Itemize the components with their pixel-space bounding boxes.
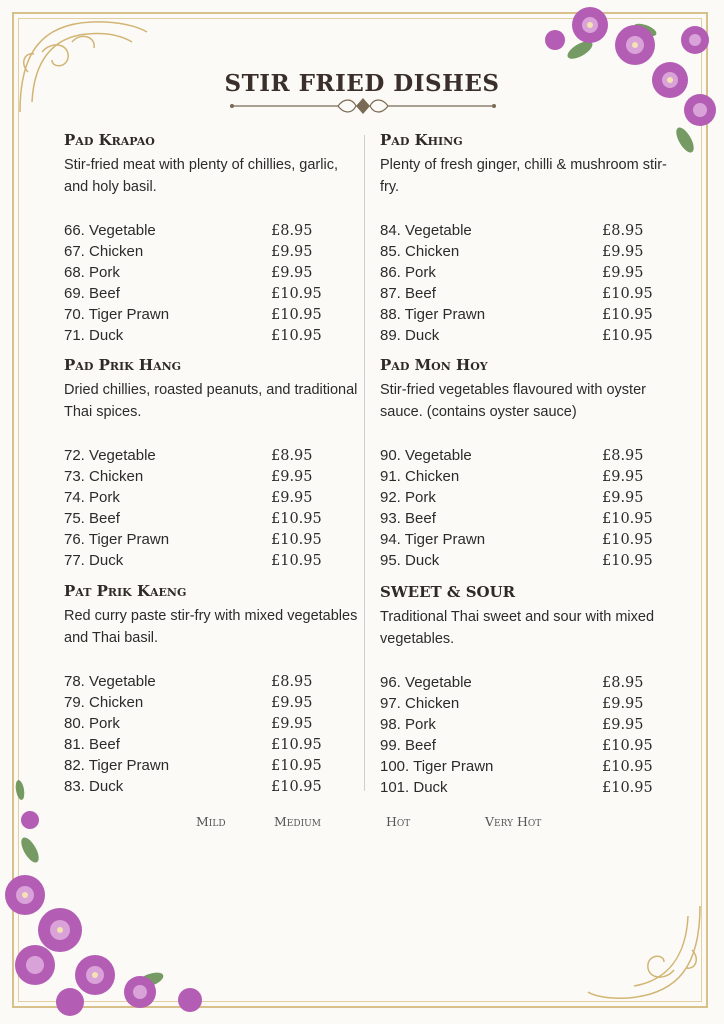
section-title: Pad Krapao — [64, 131, 155, 149]
menu-item — [380, 466, 680, 487]
section-description: Plenty of fresh ginger, chilli & mushroom stir-fry. — [380, 157, 667, 195]
menu-item — [64, 550, 364, 571]
item-price: £8.95 — [271, 448, 313, 464]
menu-item — [64, 304, 364, 325]
item-name: 97. Chicken — [380, 695, 460, 712]
menu-item — [380, 325, 680, 346]
menu-item — [380, 672, 680, 693]
section-pat-prik-kaeng — [64, 581, 364, 797]
menu-item — [380, 777, 680, 798]
menu-item — [64, 529, 364, 550]
item-name: 93. Beef — [380, 510, 436, 527]
menu-item — [380, 487, 680, 508]
menu-item — [380, 283, 680, 304]
item-price: £10.95 — [271, 532, 322, 548]
item-price: £9.95 — [602, 244, 644, 260]
item-name: 71. Duck — [64, 327, 124, 344]
menu-item — [64, 445, 364, 466]
menu-item — [64, 755, 364, 776]
item-name: 77. Duck — [64, 552, 124, 569]
item-name: 87. Beef — [380, 285, 436, 302]
item-name: 78. Vegetable — [64, 673, 156, 690]
item-name: 99. Beef — [380, 737, 436, 754]
item-name: 94. Tiger Prawn — [380, 531, 486, 548]
section-title: SWEET & SOUR — [380, 583, 516, 601]
item-price: £10.95 — [602, 759, 653, 775]
item-name: 81. Beef — [64, 736, 120, 753]
item-price: £9.95 — [271, 244, 313, 260]
section-description: Stir-fried vegetables flavoured with oyster sauce. (contains oyster sauce) — [380, 382, 646, 420]
item-price: £10.95 — [271, 758, 322, 774]
item-price: £9.95 — [602, 696, 644, 712]
item-name: 88. Tiger Prawn — [380, 306, 486, 323]
item-price: £10.95 — [602, 511, 653, 527]
item-price: £9.95 — [271, 695, 313, 711]
item-name: 90. Vegetable — [380, 447, 472, 464]
legend-mild: Mild — [196, 814, 226, 829]
item-price: £9.95 — [271, 716, 313, 732]
item-name: 66. Vegetable — [64, 222, 156, 239]
column-divider — [364, 135, 365, 791]
item-name: 98. Pork — [380, 716, 436, 733]
menu-item — [380, 508, 680, 529]
item-price: £9.95 — [602, 265, 644, 281]
menu-item — [64, 734, 364, 755]
section-title: Pad Khing — [380, 131, 463, 149]
menu-item — [380, 550, 680, 571]
item-price: £10.95 — [602, 328, 653, 344]
item-name: 96. Vegetable — [380, 674, 472, 691]
item-name: 86. Pork — [380, 264, 436, 281]
item-name: 83. Duck — [64, 778, 124, 795]
item-name: 84. Vegetable — [380, 222, 472, 239]
corner-ornament-bottom-right — [584, 900, 708, 1008]
section-pad-khing — [380, 130, 680, 346]
item-price: £10.95 — [271, 307, 322, 323]
section-sweet-and-sour — [380, 582, 680, 798]
item-price: £9.95 — [602, 717, 644, 733]
item-price: £10.95 — [602, 307, 653, 323]
item-name: 68. Pork — [64, 264, 120, 281]
menu-item — [64, 283, 364, 304]
menu-item — [380, 529, 680, 550]
menu-item — [380, 262, 680, 283]
item-name: 91. Chicken — [380, 468, 460, 485]
item-price: £8.95 — [271, 674, 313, 690]
menu-item — [64, 262, 364, 283]
item-name: 101. Duck — [380, 779, 448, 796]
item-price: £10.95 — [602, 532, 653, 548]
menu-item — [380, 304, 680, 325]
menu-item — [64, 241, 364, 262]
item-name: 79. Chicken — [64, 694, 144, 711]
menu-item — [64, 466, 364, 487]
section-description: Dried chillies, roasted peanuts, and traditional Thai spices. — [64, 382, 358, 420]
menu-item — [64, 692, 364, 713]
item-price: £10.95 — [271, 779, 322, 795]
menu-item — [64, 508, 364, 529]
menu-item — [64, 713, 364, 734]
item-price: £9.95 — [602, 490, 644, 506]
item-name: 72. Vegetable — [64, 447, 156, 464]
menu-item — [64, 487, 364, 508]
item-price: £8.95 — [271, 223, 313, 239]
item-name: 95. Duck — [380, 552, 440, 569]
item-name: 67. Chicken — [64, 243, 144, 260]
section-title: Pat Prik Kaeng — [64, 582, 187, 600]
item-price: £10.95 — [602, 738, 653, 754]
item-name: 80. Pork — [64, 715, 120, 732]
title-ornament — [228, 96, 498, 116]
item-price: £8.95 — [602, 675, 644, 691]
section-description: Traditional Thai sweet and sour with mixed vegetables. — [380, 609, 655, 647]
menu-item — [380, 735, 680, 756]
menu-item — [380, 220, 680, 241]
item-price: £10.95 — [602, 286, 653, 302]
item-name: 82. Tiger Prawn — [64, 757, 170, 774]
item-name: 89. Duck — [380, 327, 440, 344]
section-description: Red curry paste stir-fry with mixed vegetables and Thai basil. — [64, 608, 358, 646]
page-title: STIR FRIED DISHES — [224, 70, 500, 97]
item-price: £8.95 — [602, 448, 644, 464]
menu-item — [380, 714, 680, 735]
item-name: 75. Beef — [64, 510, 120, 527]
section-description: Stir-fried meat with plenty of chillies, garlic, and holy basil. — [64, 157, 338, 195]
item-price: £9.95 — [271, 469, 313, 485]
item-name: 76. Tiger Prawn — [64, 531, 170, 548]
item-price: £10.95 — [271, 286, 322, 302]
item-name: 69. Beef — [64, 285, 120, 302]
item-name: 70. Tiger Prawn — [64, 306, 170, 323]
legend-medium: Medium — [274, 814, 321, 829]
menu-item — [64, 325, 364, 346]
item-name: 92. Pork — [380, 489, 436, 506]
menu-item — [380, 693, 680, 714]
menu-item — [64, 776, 364, 797]
menu-item — [380, 241, 680, 262]
item-price: £10.95 — [602, 780, 653, 796]
menu-item — [64, 671, 364, 692]
item-price: £9.95 — [602, 469, 644, 485]
item-name: 74. Pork — [64, 489, 120, 506]
item-price: £10.95 — [271, 737, 322, 753]
legend-hot: Hot — [386, 814, 411, 829]
item-price: £8.95 — [602, 223, 644, 239]
section-title: Pad Mon Hoy — [380, 356, 488, 374]
item-price: £10.95 — [271, 553, 322, 569]
section-title: Pad Prik Hang — [64, 356, 182, 374]
item-price: £10.95 — [271, 511, 322, 527]
legend-very-hot: Very Hot — [485, 814, 542, 829]
item-price: £10.95 — [271, 328, 322, 344]
item-name: 85. Chicken — [380, 243, 460, 260]
section-pad-prik-hang — [64, 355, 364, 571]
menu-item — [380, 445, 680, 466]
corner-ornament-top-left — [12, 12, 152, 122]
item-price: £9.95 — [271, 490, 313, 506]
section-pad-mon-hoy — [380, 355, 680, 571]
item-price: £10.95 — [602, 553, 653, 569]
section-pad-krapao — [64, 130, 364, 346]
item-name: 100. Tiger Prawn — [380, 758, 494, 775]
item-name: 73. Chicken — [64, 468, 144, 485]
menu-item — [380, 756, 680, 777]
item-price: £9.95 — [271, 265, 313, 281]
menu-item — [64, 220, 364, 241]
